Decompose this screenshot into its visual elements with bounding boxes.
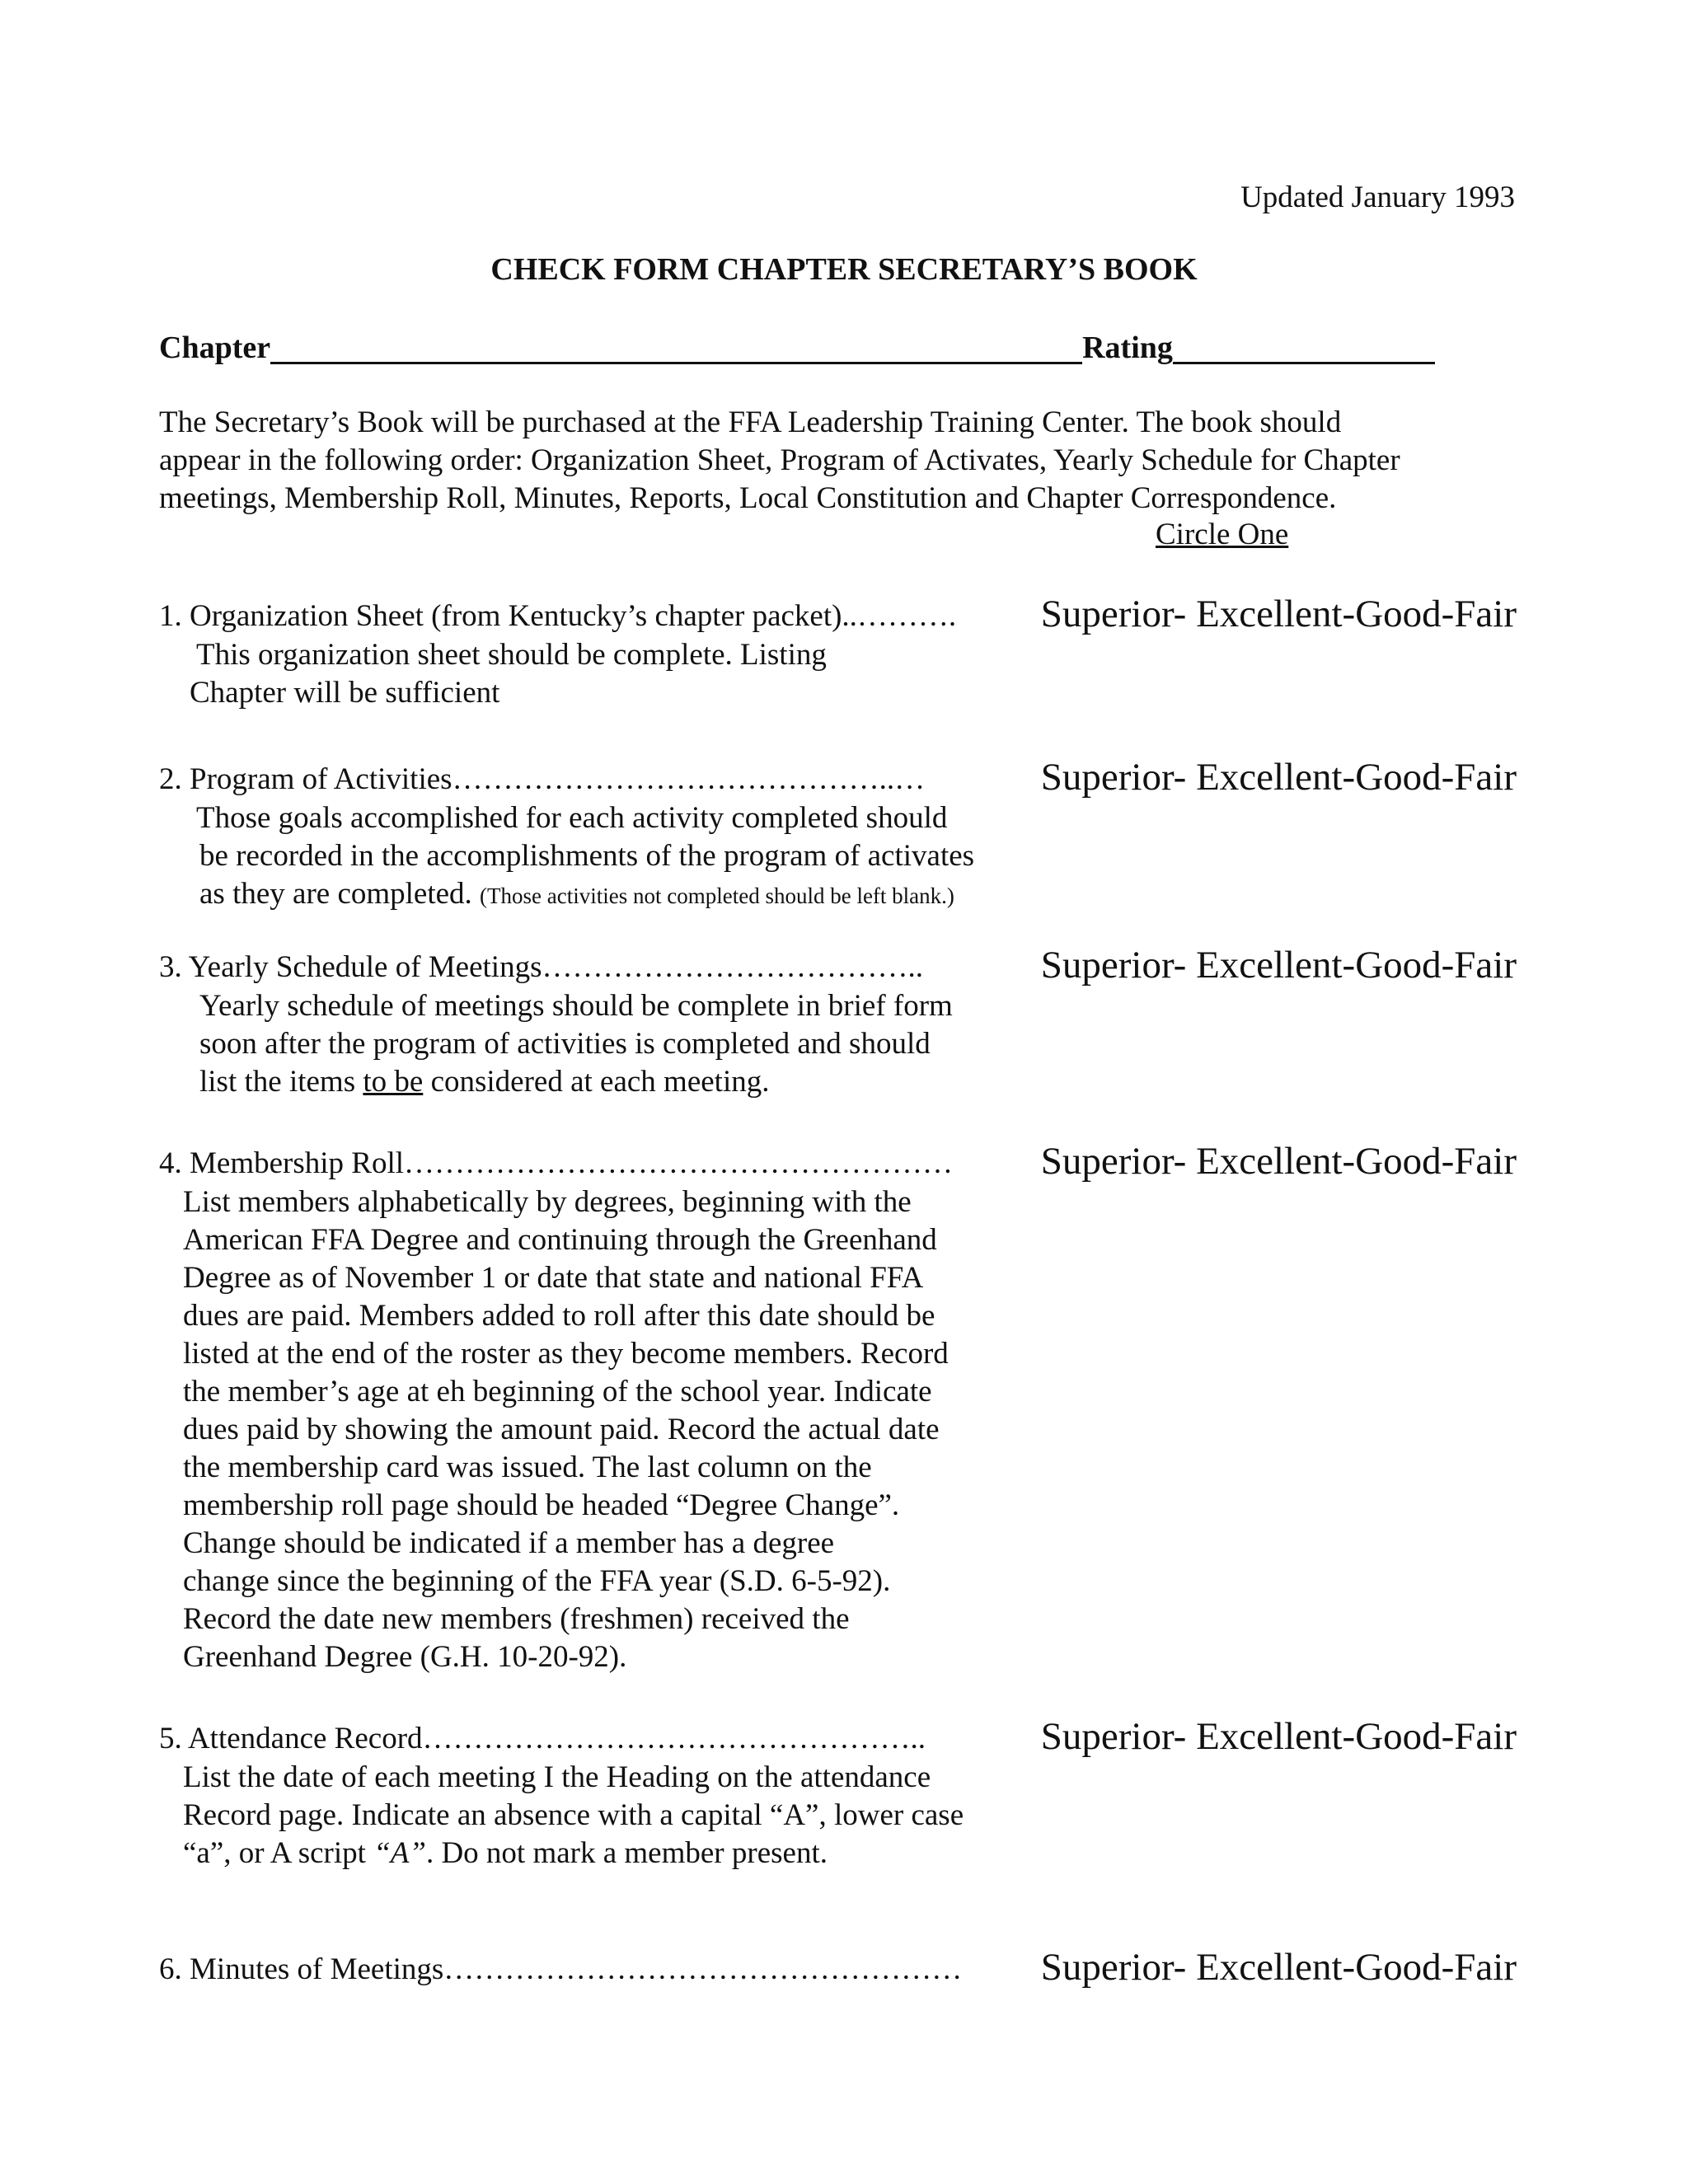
item-4-rating-options[interactable]: Superior- Excellent-Good-Fair: [1040, 1140, 1517, 1183]
item-3-heading: 3. Yearly Schedule of Meetings………………………………..: [159, 950, 923, 984]
intro-line: meetings, Membership Roll, Minutes, Reports, Local Constitution and Chapter Correspondence.: [159, 481, 1337, 515]
description-text: as they are completed.: [199, 877, 472, 911]
description-line: the membership card was issued. The last column on the: [183, 1451, 872, 1484]
item-3-rating-options[interactable]: Superior- Excellent-Good-Fair: [1040, 944, 1517, 987]
description-line: This organization sheet should be complete. Listing: [196, 638, 827, 672]
description-line: dues are paid. Members added to roll after this date should be: [183, 1299, 935, 1333]
chapter-rating-row: [159, 330, 1435, 366]
description-line: the member’s age at eh beginning of the school year. Indicate: [183, 1375, 932, 1408]
circle-one-label: Circle One: [1156, 518, 1289, 551]
item-1-heading: 1. Organization Sheet (from Kentucky’s chapter packet)..……….: [159, 599, 957, 633]
description-text: considered at each meeting.: [430, 1065, 770, 1099]
description-line: soon after the program of activities is completed and should: [199, 1027, 931, 1061]
description-line: dues paid by showing the amount paid. Record the actual date: [183, 1413, 940, 1446]
description-text: “a”, or A script: [183, 1836, 366, 1870]
intro-line: appear in the following order: Organization Sheet, Program of Activates, Yearly Schedule for Chapter: [159, 443, 1400, 477]
description-line: [183, 1835, 964, 1872]
description-line: change since the beginning of the FFA year (S.D. 6-5-92).: [183, 1564, 891, 1598]
chapter-label: Chapter: [159, 330, 271, 365]
item-4-description: [183, 1183, 949, 1676]
intro-paragraph: [159, 404, 1400, 518]
description-text: list the items: [199, 1065, 356, 1099]
description-line: membership roll page should be headed “Degree Change”.: [183, 1488, 900, 1522]
page-title: CHECK FORM CHAPTER SECRETARY’S BOOK: [490, 252, 1198, 287]
rating-label: Rating: [1082, 330, 1173, 365]
description-line: listed at the end of the roster as they become members. Record: [183, 1337, 949, 1371]
description-line: Record the date new members (freshmen) received the: [183, 1602, 850, 1636]
description-line: Change should be indicated if a member has a degree: [183, 1526, 835, 1560]
item-6-rating-options[interactable]: Superior- Excellent-Good-Fair: [1040, 1946, 1517, 1989]
intro-line: The Secretary’s Book will be purchased at the FFA Leadership Training Center. The book should: [159, 405, 1342, 439]
item-1-rating-options[interactable]: Superior- Excellent-Good-Fair: [1040, 593, 1517, 635]
description-line: Yearly schedule of meetings should be complete in brief form: [199, 989, 953, 1023]
description-line: [199, 1063, 953, 1101]
description-line: be recorded in the accomplishments of the program of activates: [199, 839, 975, 873]
description-underlined-text: to be: [363, 1065, 424, 1099]
item-2-heading: 2. Program of Activities……………………………………..…: [159, 762, 926, 796]
description-line: Those goals accomplished for each activity completed should: [196, 801, 948, 835]
item-5-description: [183, 1759, 964, 1872]
description-line: Degree as of November 1 or date that state and national FFA: [183, 1261, 924, 1295]
item-5-heading: 5. Attendance Record…………………………………………..: [159, 1722, 926, 1755]
item-4-heading: 4. Membership Roll………………………………………………: [159, 1146, 954, 1180]
description-line: Record page. Indicate an absence with a capital “A”, lower case: [183, 1798, 964, 1832]
item-6-heading: 6. Minutes of Meetings……………………………………………: [159, 1952, 963, 1986]
description-text: . Do not mark a member present.: [425, 1836, 828, 1870]
item-5-rating-options[interactable]: Superior- Excellent-Good-Fair: [1040, 1715, 1517, 1758]
item-1-description: [190, 636, 827, 712]
description-note: (Those activities not completed should be left blank.): [480, 883, 954, 908]
chapter-blank[interactable]: [270, 334, 1082, 364]
rating-blank[interactable]: [1173, 334, 1435, 364]
item-3-description: [199, 987, 953, 1101]
description-line: Chapter will be sufficient: [190, 676, 500, 710]
description-line: List the date of each meeting I the Heading on the attendance: [183, 1760, 931, 1794]
description-line: List members alphabetically by degrees, beginning with the: [183, 1185, 912, 1219]
description-line: [199, 875, 974, 915]
description-line: Greenhand Degree (G.H. 10-20-92).: [183, 1640, 627, 1674]
description-line: American FFA Degree and continuing through the Greenhand: [183, 1223, 937, 1257]
description-italic-text: “A”: [373, 1836, 426, 1870]
item-2-description: [196, 799, 974, 915]
item-2-rating-options[interactable]: Superior- Excellent-Good-Fair: [1040, 756, 1517, 799]
updated-date: Updated January 1993: [1240, 180, 1515, 214]
